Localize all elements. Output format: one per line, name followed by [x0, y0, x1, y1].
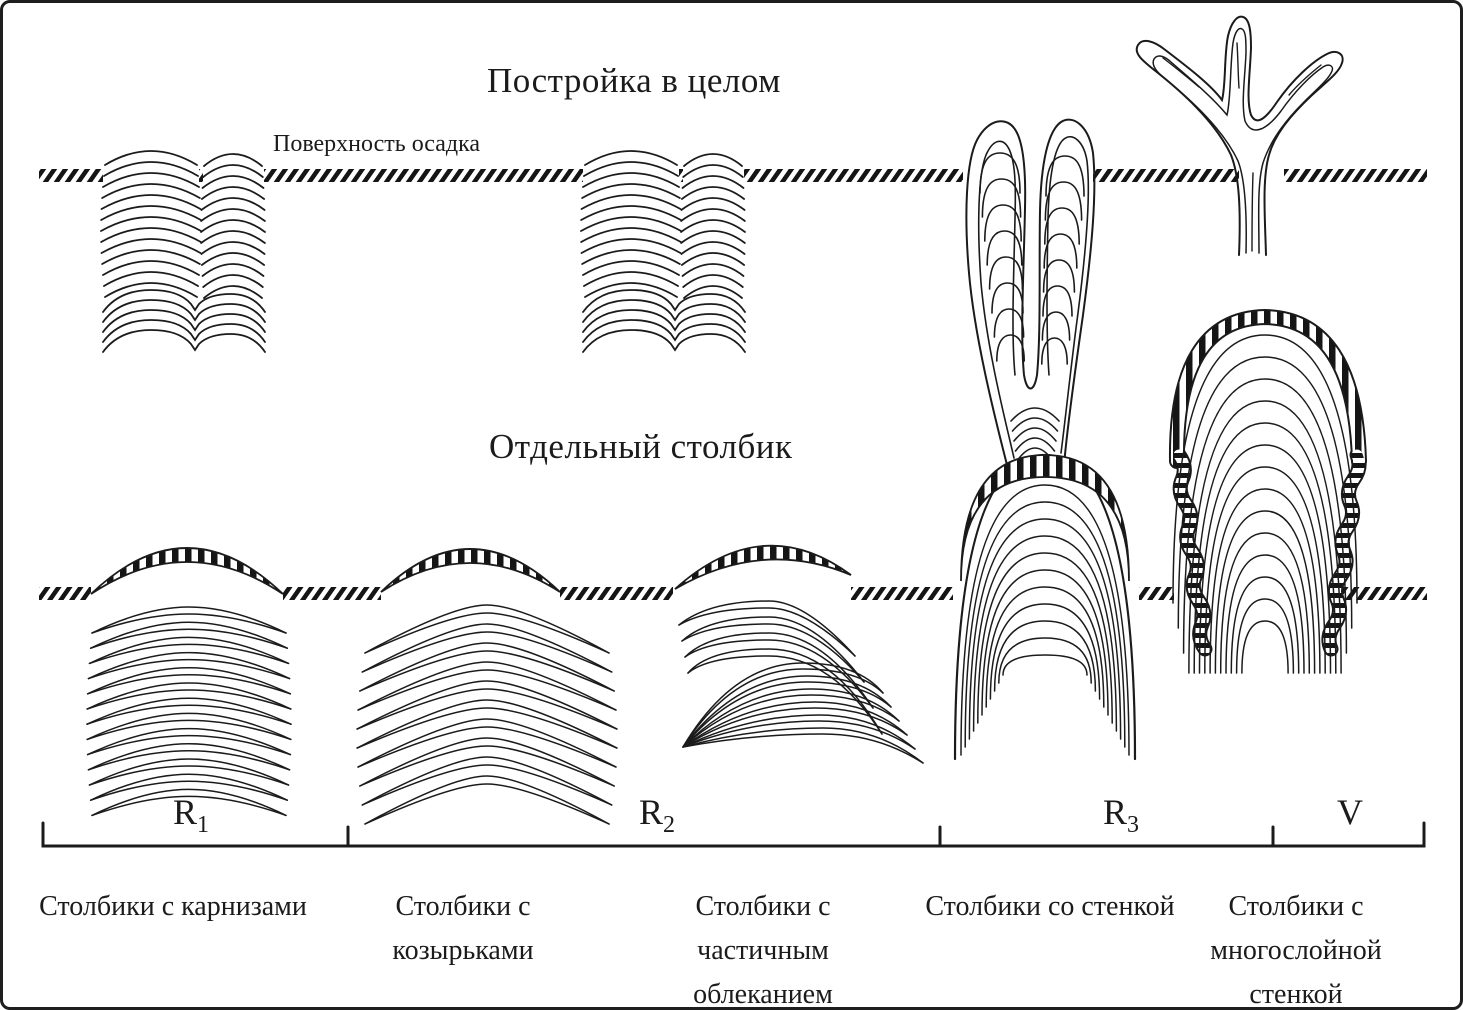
group-label-v-base: V — [1337, 792, 1363, 832]
group-label-r1-sub: 1 — [197, 812, 210, 839]
group-label-r2-sub: 2 — [663, 812, 676, 839]
category-label-wall: Столбики со стенкой — [925, 891, 1175, 922]
whole-structure-antler-column — [1137, 17, 1343, 255]
category-label-visors: Столбики с козырьками — [392, 891, 534, 966]
label-sediment-surface: Поверхность осадка — [273, 131, 481, 157]
group-label-r1-base: R — [173, 792, 198, 832]
category-label-multilayer-wall: Столбики с многослойной стенкой — [1210, 891, 1382, 1010]
column-with-wall-drawing — [955, 455, 1135, 759]
whole-structure-visor-columns — [581, 151, 745, 352]
group-label-r2 — [639, 791, 676, 839]
group-label-v — [1337, 791, 1363, 833]
column-with-cornices-drawing — [87, 548, 291, 815]
column-multilayer-wall-drawing — [1173, 317, 1359, 673]
group-label-r3 — [1103, 791, 1140, 839]
classification-bracket — [43, 823, 1424, 846]
title-whole-structure: Постройка в целом — [487, 61, 781, 100]
category-label-partial-draping: Столбики с частичным облеканием — [693, 891, 833, 1010]
group-label-r3-base: R — [1103, 792, 1128, 832]
group-label-r1 — [173, 791, 210, 839]
whole-structure-branching-column — [966, 120, 1094, 471]
title-individual-column: Отдельный столбик — [489, 427, 793, 466]
diagram-canvas — [3, 3, 1463, 1010]
category-label-cornices: Столбики с карнизами — [39, 891, 307, 922]
group-label-r3-sub: 3 — [1127, 812, 1140, 839]
group-label-r2-base: R — [639, 792, 664, 832]
whole-structure-cornice-columns — [101, 151, 265, 352]
column-partial-draping-drawing — [675, 546, 923, 763]
